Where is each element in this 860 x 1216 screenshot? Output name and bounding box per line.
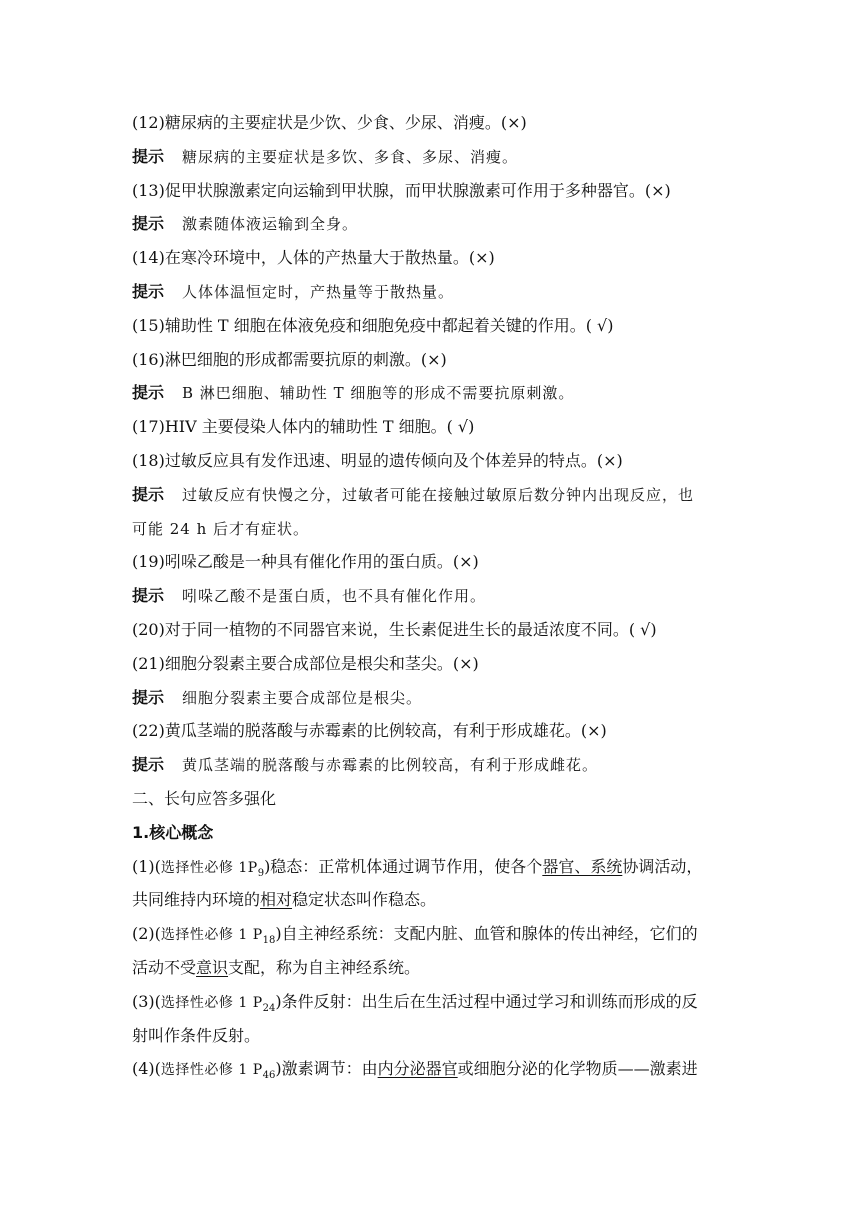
- concept-4-line-1: [132, 1052, 732, 1086]
- concept-text: 稳定状态叫作稳态。: [292, 890, 437, 910]
- hint-18: [132, 478, 732, 512]
- hint-text: 黄瓜茎端的脱落酸与赤霉素的比例较高，有利于形成雌花。: [182, 756, 599, 775]
- hint-12: [132, 140, 732, 174]
- document-content: [132, 106, 732, 1086]
- concept-number: (3)(: [132, 991, 161, 1011]
- hint-text: 过敏反应有快慢之分，过敏者可能在接触过敏原后数分钟内出现反应，也: [182, 485, 695, 504]
- concept-text: 活动不受: [132, 957, 197, 977]
- textbook-source: 选择性必修 1 P: [160, 1062, 263, 1079]
- question-17: (17)HIV 主要侵染人体内的辅助性 T 细胞。( √): [132, 417, 475, 437]
- concept-text: )稳态：正常机体通过调节作用，使各个: [264, 856, 543, 876]
- concept-text: )自主神经系统：支配内脏、血管和腺体的传出神经，它们的: [275, 924, 698, 944]
- question-14: (14)在寒冷环境中，人体的产热量大于散热量。(×): [132, 248, 495, 268]
- concept-text: 协调活动，: [622, 856, 703, 876]
- concept-number: (2)(: [132, 924, 161, 944]
- hint-label: 提示: [132, 586, 165, 606]
- question-22: (22)黄瓜茎端的脱落酸与赤霉素的比例较高，有利于形成雄花。(×): [132, 721, 607, 741]
- concept-3-line-1: [132, 985, 732, 1019]
- section-2-subtitle: 1.核心概念: [132, 822, 214, 842]
- concept-text: )条件反射：出生后在生活过程中通过学习和训练而形成的反: [275, 991, 698, 1011]
- hint-text: 可能 24 h 后才有症状。: [132, 519, 310, 538]
- hint-label: 提示: [132, 687, 165, 707]
- question-13: (13)促甲状腺激素定向运输到甲状腺，而甲状腺激素可作用于多种器官。(×): [132, 180, 671, 200]
- underlined-term: 内分泌器官: [377, 1059, 458, 1079]
- hint-text: 吲哚乙酸不是蛋白质，也不具有催化作用。: [182, 587, 487, 606]
- question-20: (20)对于同一植物的不同器官来说，生长素促进生长的最适浓度不同。( √): [132, 619, 657, 639]
- textbook-page: 9: [257, 867, 265, 879]
- hint-19: [132, 579, 732, 613]
- hint-21: [132, 681, 732, 715]
- hint-label: 提示: [132, 484, 165, 504]
- hint-text: 激素随体液运输到全身。: [182, 215, 359, 234]
- textbook-page: 24: [262, 1002, 276, 1014]
- textbook-page: 18: [262, 935, 276, 947]
- concept-2-line-2: [132, 951, 732, 985]
- concept-2-line-1: [132, 917, 732, 951]
- question-19: (19)吲哚乙酸是一种具有催化作用的蛋白质。(×): [132, 552, 479, 572]
- hint-label: 提示: [132, 146, 165, 166]
- question-16: (16)淋巴细胞的形成都需要抗原的刺激。(×): [132, 349, 447, 369]
- concept-number: (4)(: [132, 1059, 161, 1079]
- hint-label: 提示: [132, 383, 165, 403]
- underlined-term: 器官、系统: [542, 856, 623, 876]
- hint-18-continued: [132, 512, 732, 546]
- concept-1-line-1: [132, 850, 732, 884]
- hint-text: 人体体温恒定时，产热量等于散热量。: [182, 282, 455, 301]
- concept-1-line-2: [132, 883, 732, 917]
- concept-text: )激素调节：由: [275, 1059, 378, 1079]
- hint-text: 细胞分裂素主要合成部位是根尖。: [182, 688, 423, 707]
- hint-22: [132, 748, 732, 782]
- underlined-term: 意识: [196, 957, 229, 977]
- concept-text: 共同维持内环境的: [132, 890, 261, 910]
- textbook-page: 46: [262, 1070, 276, 1082]
- underlined-term: 相对: [260, 890, 293, 910]
- hint-label: 提示: [132, 214, 165, 234]
- question-18: (18)过敏反应具有发作迅速、明显的遗传倾向及个体差异的特点。(×): [132, 450, 623, 470]
- hint-text: 糖尿病的主要症状是多饮、多食、多尿、消瘦。: [182, 147, 519, 166]
- concept-3-line-2: 射叫作条件反射。: [132, 1025, 261, 1045]
- hint-text: B 淋巴细胞、辅助性 T 细胞等的形成不需要抗原刺激。: [182, 384, 575, 403]
- concept-text: 支配，称为自主神经系统。: [228, 957, 421, 977]
- concept-text: 或细胞分泌的化学物质——激素进: [457, 1059, 698, 1079]
- section-2-title: 二、长句应答多强化: [132, 788, 277, 808]
- hint-label: 提示: [132, 281, 165, 301]
- question-21: (21)细胞分裂素主要合成部位是根尖和茎尖。(×): [132, 653, 479, 673]
- hint-14: [132, 275, 732, 309]
- textbook-source: 选择性必修 1P: [160, 859, 258, 876]
- textbook-source: 选择性必修 1 P: [160, 994, 263, 1011]
- hint-13: [132, 207, 732, 241]
- hint-16: [132, 376, 732, 410]
- hint-label: 提示: [132, 755, 165, 775]
- concept-number: (1)(: [132, 856, 161, 876]
- question-15: (15)辅助性 T 细胞在体液免疫和细胞免疫中都起着关键的作用。( √): [132, 315, 614, 335]
- question-12: (12)糖尿病的主要症状是少饮、少食、少尿、消瘦。(×): [132, 113, 527, 132]
- textbook-source: 选择性必修 1 P: [160, 927, 263, 944]
